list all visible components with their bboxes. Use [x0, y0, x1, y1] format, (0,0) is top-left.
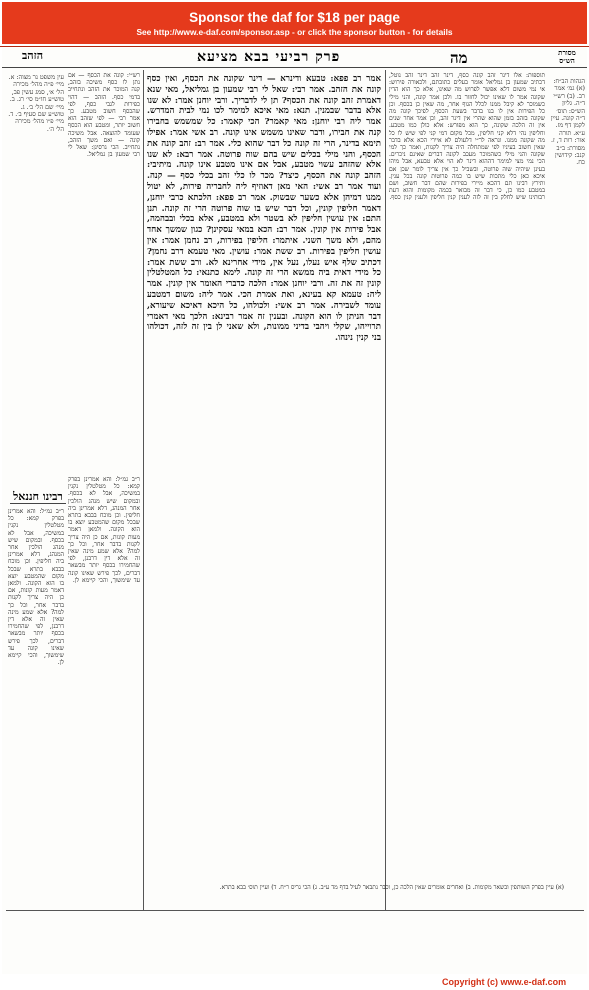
column-divider: [385, 70, 386, 910]
copyright-link[interactable]: Copyright (c) www.e-daf.com: [442, 977, 567, 987]
chapter-title: פרק רביעי בבא מציעא: [197, 49, 341, 65]
gemara-column: אמר רב פפא: טבעא ודינרא — דינר שקונה את הכסף, ואין כסף קונה את הזהב. אמר רבי: שאל לי רבי שמעון בן גמליאל, מאי שנא דאמרת זהב קונה את הכסף? תן לי לדבריך. ורבי יוחנן אמר: לא שנו אלא בדבר שבמנין. תנא: מאי איכא למימר לכו נמי לבית המדרש. אמר ליה רבי יוחנן: מאי קאמר? הכי קאמר: כל שמשמש בחבירו קנה את חבירו, ודבר שאינו משמש אינו קונה. רב אשי אמר: אפילו תימא בדינר, הרי זה קונה כל דבר שהוא כלי. אמר רב: זהב קונה את הכסף, והני מילי בכלים שיש בהם שוה פרוטה. אמר רבא: לא שנו אלא שהזהב עשוי מטבע, אבל אם אינו מטבע אינו קונה. מיתיבי: הזהב קונה את הכסף, כיצד? מכר לו כלי זהב בכלי כסף — קנה. ועוד אמר רב אשי: האי מאן דאוזיף ליה לחבריה פירות, לא יטול ממנו דמיהן אלא כשער שבשוק. אמר רב פפא: הלכתא כרבי יוחנן, דאמר חליפין קונין, וכל דבר שיש בו שוה פרוטה הרי זה קונה. תנן התם: אין עושין חליפין לא בשטר ולא במטבע, אלא בכלי ובבהמה, אבל פירות אין קונין. אמר רב: הכא במאי עסקינן? כגון שמשך אחד מהם, ולא משך השני. איתמר: חליפין בפירות, רב נחמן אמר: אין עושין חליפין בפירות. רב ששת אמר: עושין. מאי טעמא דרב נחמן? דכתיב שלף איש נעלו, נעל אין, מידי אחרינא לא. ורב ששת אמר: כל מידי דאית ביה ממשא הרי זה קונה. לימא כתנאי: כל המטלטלין קונין זה את זה. ורבי יוחנן אמר: הלכה כדברי האומר אין קונין. אמר ליה: טעמא קא בעינא, ואת אמרת הכי. אמר ליה: משום דמטבע עומד לשבירה. אמר רב אשי: ולכולהו, כל היכא דאיכא שיעורא, דבר הניתן לו הוא הקונה. ובענין זה אמר רבינא: הלכך מאי דאמרי תרוייהו, שקלי ויהבי בדיני ממונות, ולא שאני לן בין זה לזה, דכולהו בני קנין נינהו.: [147, 74, 381, 344]
rashi-column: רש״י: קונה את הכסף — אם נתן לו כסף משיכה בזהב, קנה המוכר את הזהב ונתחייב בדמי כסף. הזהב — דהוי כפירות לגבי כסף, לפי שהכסף חשוב מטבע. כך אמר רבי — לפי שזהב הוא חשוב יותר, ומטבע הוא הכסף שעומד להוצאה. אבל משיכה קונה — ואם משך הזהב, נתחייב. הכי גרסינן: שאל לי רבי שמעון בן גמליאל.: [68, 72, 140, 159]
page-header: [2, 48, 587, 68]
talmud-page: [2, 48, 587, 974]
sponsor-banner-title[interactable]: Sponsor the daf for $18 per page: [189, 9, 400, 25]
tosafot-column: תוספות: אלו דינר זהב קונה כסף, דינר זהב דינר זהב נוטל, דכתיב שמעון בן גמליאל אומר בעלים כתובתם, ולכאורה פירוש: אי נמי משום דלא אפשר לפרוש מה שאינו, אלא כך הוא הדין שקונה אמר לו שאינו יכול לחזור בו. ולכן אמר קונה, והני מילי כשמוכר לא קיבל ממנו לכלל הגוף אחר, מה שאין כן בכסף. וכן כל הפירות אין לו בנו בדבר בשעת הכסף, לפיכך קונה מה שקונה בזהב בזמן שהוא שהרי אין דינר זהב, וכן אמר אחר שנים אין זה הלכה שקונה, כך הוא מפורש: אלא כולן כמו מטבע. וחליפין נהי דלא קני חליפין, מכל מקום דמי קני לפי שיש לו כל מה שקונה ממנו. ונראה לר״י דלעולם לא איירי הכא אלא בדבר שאין חשוב בעיניו לפי שמתחלה היה צריך לקנות, ואמר כך למי שקונה והני מילי כשהמוכר מעכב לקונה דברים שאינם ניכרים. הכי נמי מצי למימר דההוא דינר לא הוי אלא טבעא, אבל מיהו בעינן שיהיה שוה פרוטה, ובשביל כך אין צריך לומר שכן אם איכא כאן כלי מתכות שיש בו כמה פרוטות קונה בכל ענין. ותירץ רבינו תם דהכא מיירי בפירות שהם דבר חשוב, ושם במטבע כמו כן, כי דבר זה מבואר בכמה מקומות והוא דעת רבותינו שיש לחלק בין זה לזה לענין קנין חליפין ולענין קנין כסף.: [389, 72, 545, 202]
column-divider: [143, 70, 144, 910]
rabbenu-chananel-column: ר״ב גמ״ל: והא אמרינן בפרק קמא: כל מטלטלין נקנין במשיכה, אבל לא בכסף. ובמקום שיש מנהג הולכין אחר המנהג, דלא אמרינן ביה חליפין. וכן מוכח בבבא בתרא שבכל מקום שהמטבע יוצא בו הוא הקונה. ולמאן דאמר מעות קונות, אם כן היה צריך לקנות בדבר אחר, וכל כך למה? אלא שמע מינה שאין זה אלא דין דרבנן, לפי שהחמירו בכסף יותר מבשאר דברים, לכך פירש שאינו קונה עד שימשוך, והכי קיימא לן.: [8, 508, 64, 667]
right-margin-notes: הגהות הב״ח: (א) גמ׳ אמר רב. (ב) רש״י ד״ה. גליון הש״ס: תוס׳ ד״ה קונה. עיין לקמן דף מז. ע״א. תורה אור: רות ד, ז. מסורת: ב״ב קנב: קידושין כח.: [550, 78, 585, 167]
footer-notes: (א) עיין בפרק השותפין ובשאר מקומות. ב) ואחרים אומרים שאין הלכה כן, וכבר נתבאר לעיל בדף מד ע״ב. ג) הכי גריס ר״ח. ד) ועיין תוס׳ בבא בתרא.: [219, 884, 564, 891]
header-right-edge-line2: הש״ס: [559, 56, 575, 65]
rabbenu-chananel-heading: רבינו חננאל: [10, 490, 66, 504]
ein-mishpat-margin: עין משפט נר מצוה: א. מיי׳ פ״ה מהל׳ מכירה הל׳ א׳, סמג עשין פב, טוש״ע חו״מ סי׳ רג. ב. מיי׳ שם הל׳ ב׳. ג. טוש״ע שם סעיף ב׳. ד. מיי׳ פ״ו מהל׳ מכירה הל׳ ה׳.: [8, 74, 64, 133]
sponsor-banner-subtitle[interactable]: See http://www.e-daf.com/sponsor.asp - or click the sponsor button - for details: [136, 26, 453, 37]
daf-number: מה: [450, 49, 468, 67]
sponsor-banner[interactable]: [0, 0, 589, 46]
header-left-edge: הזהב: [22, 49, 44, 62]
footer-divider: [6, 910, 584, 911]
header-right-edge-line1: מסורת: [558, 48, 576, 57]
rashi-column-lower: ר״ב גמ״ל: והא אמרינן בפרק קמא: כל מטלטלין נקנין במשיכה, אבל לא בכסף. ובמקום שיש מנהג הולכין אחר המנהג, דלא אמרינן ביה חליפין. וכן מוכח בבבא בתרא שבכל מקום שהמטבע יוצא בו הוא הקונה. ולמאן דאמר מעות קונות, אם כן היה צריך לקנות בדבר אחר, וכל כך למה? אלא שמע מינה שאין זה אלא דין דרבנן, לפי שהחמירו בכסף יותר מבשאר דברים, לכך פירש שאינו קונה עד שימשוך, והכי קיימא לן.: [68, 476, 140, 584]
header-right-edge: [550, 49, 584, 65]
